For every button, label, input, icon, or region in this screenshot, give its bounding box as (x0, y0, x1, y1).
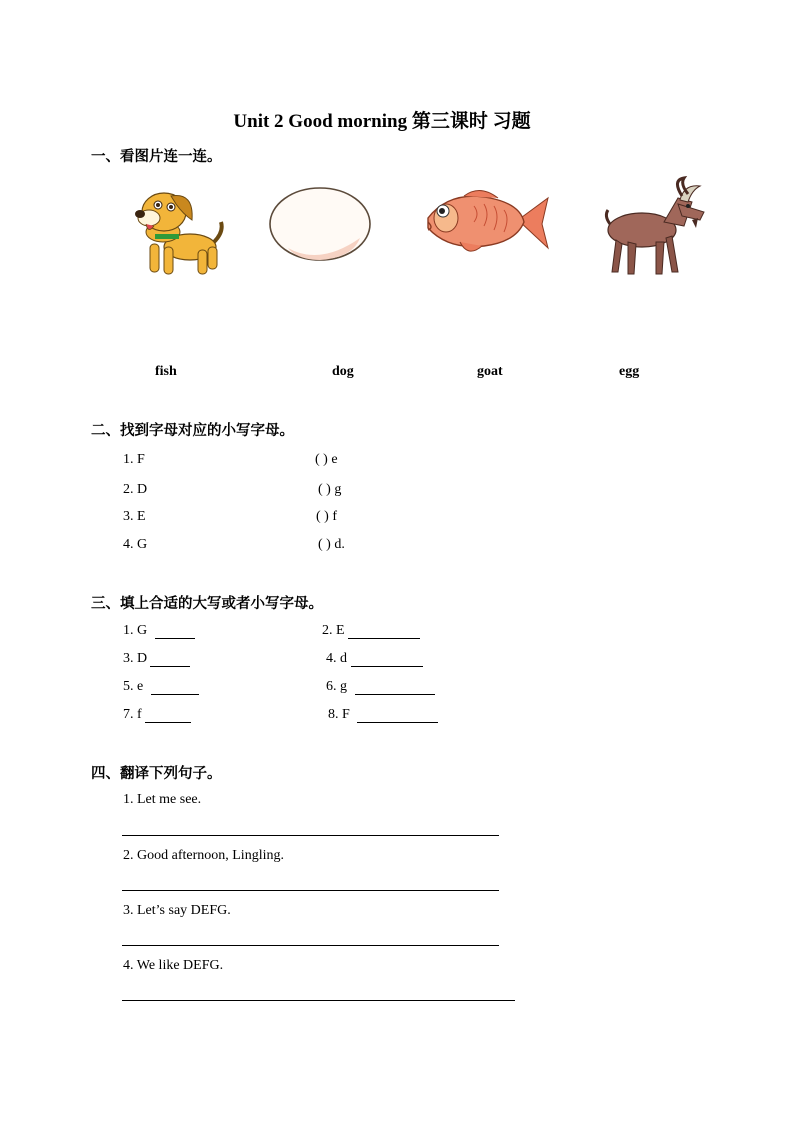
fill-blank[interactable] (357, 722, 438, 723)
answer-line[interactable] (122, 835, 499, 836)
fill-item-label: 6. g (326, 679, 347, 694)
word-fish: fish (155, 364, 177, 379)
match-item-left: 2. D (123, 482, 148, 497)
fill-blank[interactable] (155, 638, 195, 639)
fill-item-label: 7. f (123, 707, 142, 722)
match-item-right: ( ) f (316, 509, 337, 524)
word-egg: egg (619, 364, 640, 379)
fill-blank[interactable] (355, 694, 435, 695)
section-2-heading: 二、找到字母对应的小写字母。 (91, 423, 294, 439)
dog-picture (128, 184, 226, 282)
fish-picture (420, 184, 550, 260)
fill-item-label: 5. e (123, 679, 144, 694)
egg-picture (268, 186, 372, 262)
sentence-4: 4. We like DEFG. (123, 958, 224, 973)
fill-item-label: 4. d (326, 651, 347, 666)
page-title: Unit 2 Good morning 第三课时 习题 (233, 111, 531, 132)
fill-item-label: 1. G (123, 623, 148, 638)
match-item-left: 3. E (123, 509, 146, 524)
answer-line[interactable] (122, 945, 499, 946)
fill-blank[interactable] (150, 666, 190, 667)
word-goat: goat (477, 364, 503, 379)
fill-item-label: 2. E (322, 623, 345, 638)
fill-blank[interactable] (351, 666, 423, 667)
match-item-left: 1. F (123, 452, 145, 467)
answer-line[interactable] (122, 1000, 515, 1001)
section-3-heading: 三、填上合适的大写或者小写字母。 (91, 596, 323, 612)
word-dog: dog (332, 364, 354, 379)
sentence-1: 1. Let me see. (123, 792, 202, 807)
section-1-heading: 一、看图片连一连。 (91, 149, 222, 165)
sentence-2: 2. Good afternoon, Lingling. (123, 848, 284, 863)
answer-line[interactable] (122, 890, 499, 891)
fill-blank[interactable] (151, 694, 199, 695)
match-item-left: 4. G (123, 537, 148, 552)
fill-item-label: 8. F (328, 707, 350, 722)
sentence-3: 3. Let’s say DEFG. (123, 903, 231, 918)
section-4-heading: 四、翻译下列句子。 (91, 766, 222, 782)
match-item-right: ( ) d. (318, 537, 345, 552)
fill-item-label: 3. D (123, 651, 148, 666)
match-item-right: ( ) e (315, 452, 338, 467)
fill-blank[interactable] (145, 722, 191, 723)
goat-picture (600, 176, 708, 280)
fill-blank[interactable] (348, 638, 420, 639)
match-item-right: ( ) g (318, 482, 342, 497)
